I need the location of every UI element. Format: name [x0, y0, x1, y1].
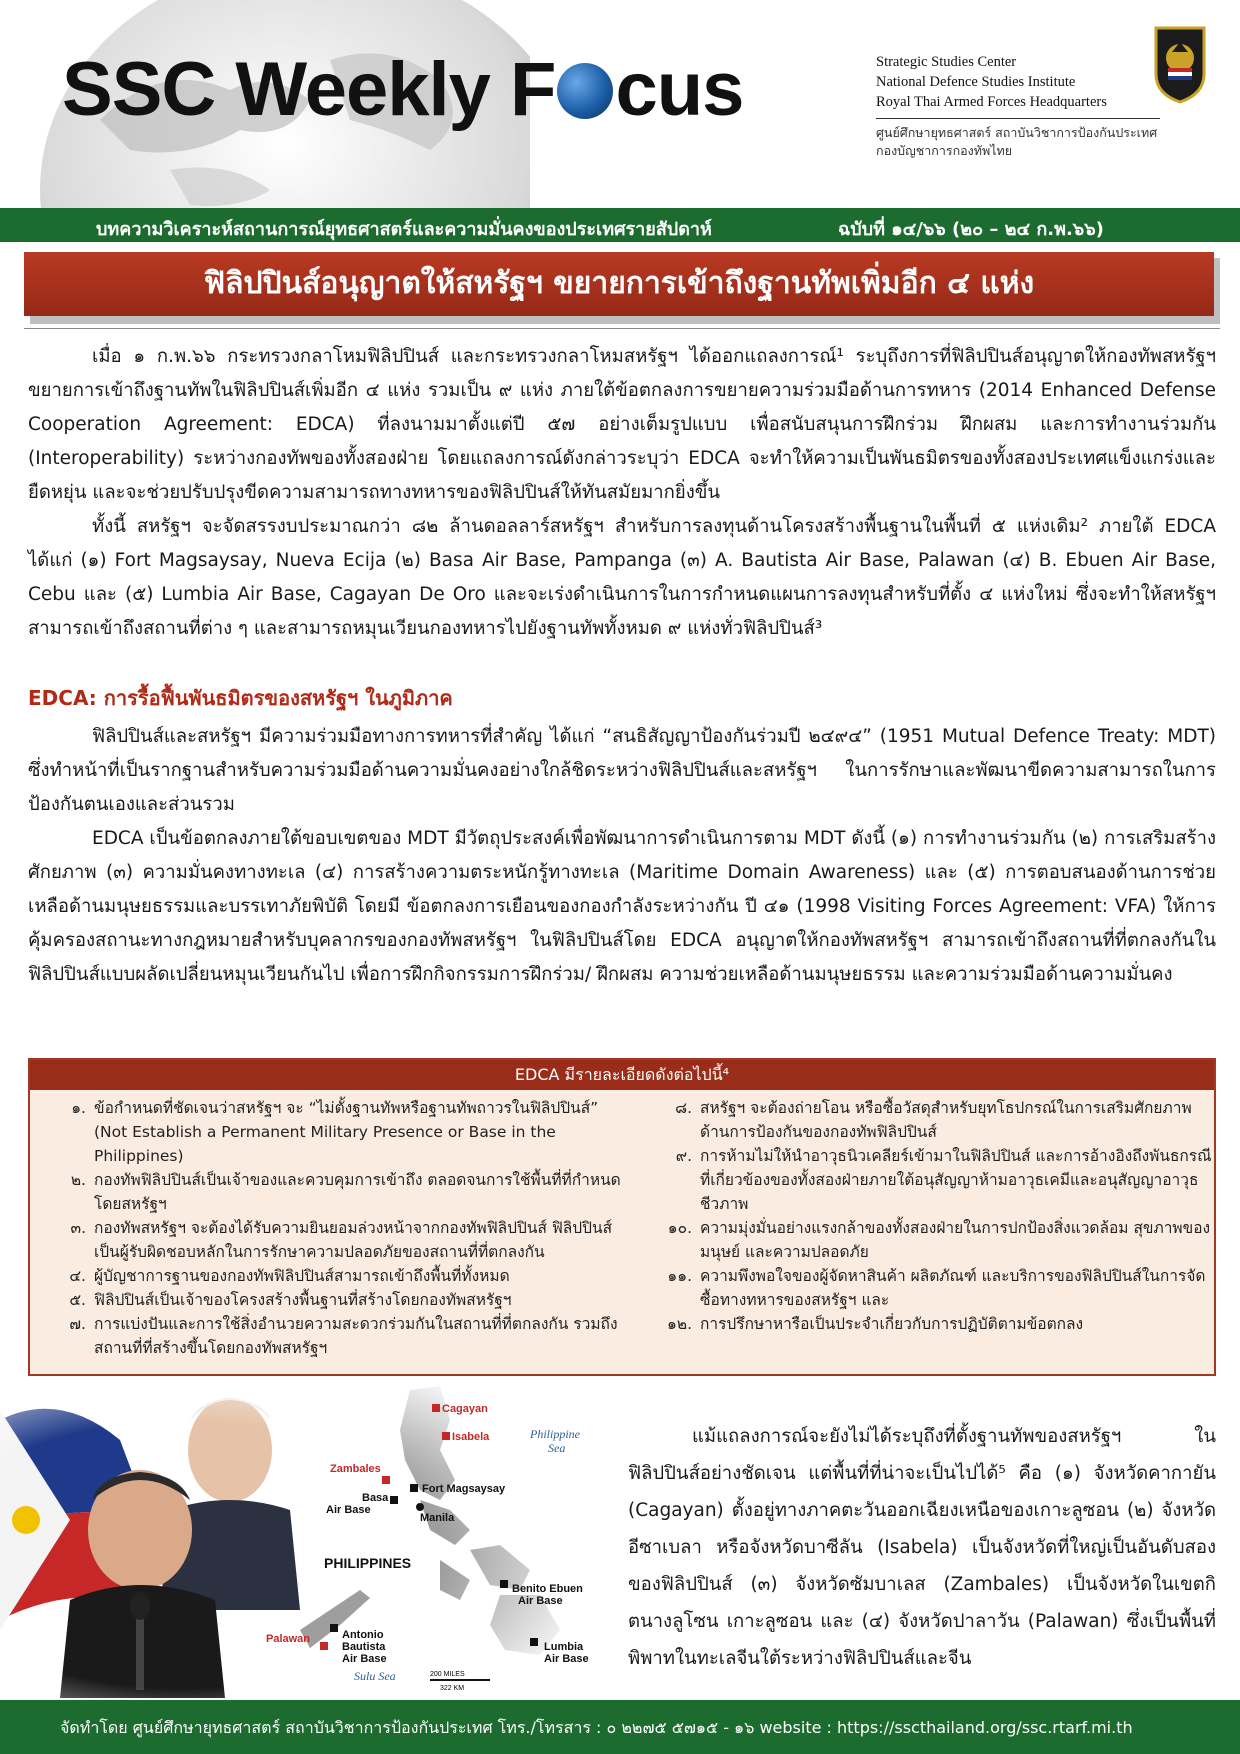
- map-label-philippine-sea-1: Philippine: [530, 1427, 580, 1441]
- org-line-2: National Defence Studies Institute: [876, 74, 1076, 90]
- list-number: ๙.: [675, 1147, 692, 1165]
- map-label-cagayan: Cagayan: [442, 1403, 488, 1415]
- map-label-palawan: Palawan: [266, 1633, 311, 1645]
- list-item: [30, 1312, 630, 1360]
- ebuen-marker: [500, 1580, 508, 1588]
- list-text: การปรึกษาหารือเป็นประจำเกี่ยวกับการปฏิบัติตามข้อตกลง: [700, 1315, 1084, 1333]
- map-label-isabela: Isabela: [452, 1431, 490, 1443]
- org-thai-line-1: ศูนย์ศึกษายุทธศาสตร์ สถาบันวิชาการป้องกันประเทศ: [876, 125, 1158, 140]
- paragraph-2: ทั้งนี้ สหรัฐฯ จะจัดสรรงบประมาณกว่า ๘๒ ล้านดอลลาร์สหรัฐฯ สำหรับการลงทุนด้านโครงสร้างพื้นฐานในพื้นที่ ๕ แห่งเดิม² ภายใต้ EDCA ได้แก่ (๑) Fort Magsaysay, Nueva Ecija (๒) Basa Air Base, Pampanga (๓) A. Bautista Air Base, Palawan (๔) B. Ebuen Air Base, Cebu และ (๕) Lumbia Air Base, Cagayan De Oro และจะเร่งดำเนินการในการกำหนดแผนการลงทุนสำหรับที่ตั้ง ๔ แห่งใหม่ ซึ่งจะทำให้สหรัฐฯ สามารถเข้าถึงสถานที่ต่าง ๆ และสามารถหมุนเวียนกองทหารไปยังฐานทัพทั้งหมด ๙ แห่งทั่วฟิลิปปินส์³: [28, 516, 1216, 639]
- org-line-3: Royal Thai Armed Forces Headquarters: [876, 94, 1107, 110]
- scale-km: 322 KM: [440, 1685, 465, 1692]
- map-label-lumbia-air-base: Air Base: [544, 1653, 589, 1665]
- list-text: การห้ามไม่ให้นำอาวุธนิวเคลียร์เข้ามาในฟิลิปปินส์ และการอ้างอิงถึงพันธกรณีที่เกี่ยวข้องของทั้งสองฝ่ายภายใต้อนุสัญญาห้ามอาวุธเคมีและอนุสัญญาอาวุธชีวภาพ: [700, 1147, 1212, 1213]
- list-item: [30, 1168, 630, 1216]
- palawan-marker: [320, 1642, 328, 1650]
- footer-contact: จัดทำโดย ศูนย์ศึกษายุทธศาสตร์ สถาบันวิชาการป้องกันประเทศ โทร./โทรสาร : ๐ ๒๒๗๕ ๕๗๑๕ - ๑๖ website : https://sscthailand.org/ssc.rtarf.mi.th: [60, 1718, 1133, 1737]
- edca-list-right: [636, 1096, 1212, 1336]
- band-description: บทความวิเคราะห์สถานการณ์ยุทธศาสตร์และความมั่นคงของประเทศรายสัปดาห์: [96, 219, 712, 240]
- list-number: ๑๑.: [667, 1267, 692, 1285]
- scale-miles: 200 MILES: [430, 1671, 465, 1678]
- fort-magsaysay-marker: [410, 1484, 418, 1492]
- list-text: การแบ่งปันและการใช้สิ่งอำนวยความสะดวกร่วมกันในสถานที่ที่ตกลงกัน รวมถึงสถานที่ที่สร้างขึ้นโดยกองทัพสหรัฐฯ: [94, 1315, 618, 1357]
- list-number: ๗.: [69, 1315, 86, 1333]
- list-number: ๒.: [70, 1171, 86, 1189]
- edca-list-left: [30, 1096, 630, 1360]
- list-item: [30, 1096, 630, 1168]
- list-item: [636, 1096, 1212, 1144]
- org-names-thai: [876, 124, 1157, 160]
- map-label-fort-magsaysay: Fort Magsaysay: [422, 1483, 506, 1495]
- list-item: [636, 1264, 1212, 1312]
- list-item: [636, 1312, 1212, 1336]
- globe-o-icon: [557, 63, 613, 119]
- lumbia-marker: [530, 1638, 538, 1646]
- org-line-1: Strategic Studies Center: [876, 54, 1017, 70]
- org-divider: [876, 118, 1160, 119]
- map-label-bautista-2: Bautista: [342, 1641, 386, 1653]
- org-thai-line-2: กองบัญชาการกองทัพไทย: [876, 143, 1013, 158]
- list-number: ๘.: [675, 1099, 692, 1117]
- headline: ฟิลิปปินส์อนุญาตให้สหรัฐฯ ขยายการเข้าถึงฐานทัพเพิ่มอีก ๔ แห่ง: [24, 252, 1214, 316]
- map-label-ebuen-air-base: Air Base: [518, 1595, 563, 1607]
- list-text: ข้อกำหนดที่ชัดเจนว่าสหรัฐฯ จะ “ไม่ตั้งฐานทัพหรือฐานทัพถาวรในฟิลิปปินส์” (Not Establish a Permanent Military Presence or Base in the Philippines): [94, 1099, 599, 1165]
- list-text: ผู้บัญชาการฐานของกองทัพฟิลิปปินส์สามารถเข้าถึงพื้นที่ทั้งหมด: [94, 1267, 510, 1285]
- map-label-air-base: Air Base: [326, 1504, 371, 1516]
- list-text: กองทัพสหรัฐฯ จะต้องได้รับความยินยอมล่วงหน้าจากกองทัพฟิลิปปินส์ ฟิลิปปินส์เป็นผู้รับผิดชอบหลักในการรักษาความปลอดภัยของสถานที่ที่ตกลงกัน: [94, 1219, 613, 1261]
- edca-details-title: EDCA มีรายละเอียดดังต่อไปนี้⁴: [30, 1060, 1214, 1090]
- list-item: [30, 1264, 630, 1288]
- org-names: [876, 52, 1107, 112]
- map-label-country: PHILIPPINES: [324, 1555, 412, 1571]
- list-number: ๔.: [69, 1267, 86, 1285]
- list-item: [636, 1144, 1212, 1216]
- map-label-lumbia: Lumbia: [544, 1641, 584, 1653]
- map-label-ebuen: Benito Ebuen: [512, 1583, 583, 1595]
- map-label-manila: Manila: [420, 1512, 455, 1524]
- list-number: ๓.: [70, 1219, 86, 1237]
- list-number: ๑๐.: [667, 1219, 692, 1237]
- isabela-marker: [442, 1432, 450, 1440]
- list-number: ๕.: [69, 1291, 86, 1309]
- list-number: ๑.: [71, 1099, 86, 1117]
- list-number: ๑๒.: [667, 1315, 692, 1333]
- map-label-bautista-1: Antonio: [342, 1629, 384, 1641]
- cagayan-marker: [432, 1404, 440, 1412]
- list-text: ความพึงพอใจของผู้จัดหาสินค้า ผลิตภัณฑ์ และบริการของฟิลิปปินส์ในการจัดซื้อทางทหารของสหรัฐฯ และ: [700, 1267, 1206, 1309]
- section-heading: EDCA: การรื้อฟื้นพันธมิตรของสหรัฐฯ ในภูมิภาค: [28, 686, 453, 710]
- paragraph-4: EDCA เป็นข้อตกลงภายใต้ขอบเขตของ MDT มีวัตถุประสงค์เพื่อพัฒนาการดำเนินการตาม MDT ดังนี้ (๑) การทำงานร่วมกัน (๒) การเสริมสร้างศักยภาพ (๓) ความมั่นคงทางทะเล (๔) การสร้างความตระหนักรู้ทางทะเล (Maritime Domain Awareness) และ (๕) การตอบสนองด้านการช่วยเหลือด้านมนุษยธรรมและบรรเทาภัยพิบัติ โดยมี ข้อตกลงการเยือนของกองกำลังระหว่างกัน ปี ๔๑ (1998 Visiting Forces Agreement: VFA) ให้การคุ้มครองสถานะทางกฎหมายสำหรับบุคลากรของกองทัพสหรัฐฯ ในฟิลิปปินส์โดย EDCA อนุญาตให้กองทัพสหรัฐฯ สามารถเข้าถึงสถานที่ที่ตกลงกันในฟิลิปปินส์แบบผลัดเปลี่ยนหมุนเวียนกันไป เพื่อการฝึกกิจกรรมการฝึกร่วม/ ฝึกผสม ความช่วยเหลือด้านมนุษยธรรม และความร่วมมือด้านความมั่นคง: [28, 828, 1216, 985]
- list-item: [30, 1288, 630, 1312]
- map-label-zambales: Zambales: [330, 1463, 381, 1475]
- paragraph-1: เมื่อ ๑ ก.พ.๖๖ กระทรวงกลาโหมฟิลิปปินส์ และกระทรวงกลาโหมสหรัฐฯ ได้ออกแถลงการณ์¹ ระบุถึงการที่ฟิลิปปินส์อนุญาตให้กองทัพสหรัฐฯ ขยายการเข้าถึงฐานทัพในฟิลิปปินส์เพิ่มอีก ๔ แห่ง รวมเป็น ๙ แห่ง ภายใต้ข้อตกลงการขยายความร่วมมือด้านการทหาร (2014 Enhanced Defense Cooperation Agreement: EDCA) ที่ลงนามมาตั้งแต่ปี ๕๗ อย่างเต็มรูปแบบ เพื่อสนับสนุนการฝึกร่วม ฝึกผสม และการทำงานร่วมกัน (Interoperability) ระหว่างกองทัพของทั้งสองฝ่าย โดยแถลงการณ์ดังกล่าวระบุว่า EDCA จะทำให้ความเป็นพันธมิตรของทั้งสองประเทศแข็งแกร่งและยืดหยุ่น และจะช่วยปรับปรุงขีดความสามารถทางทหารของฟิลิปปินส์ให้ทันสมัยมากยิ่งขึ้น: [28, 346, 1216, 503]
- list-text: ฟิลิปปินส์เป็นเจ้าของโครงสร้างพื้นฐานที่สร้างโดยกองทัพสหรัฐฯ: [94, 1291, 512, 1309]
- manila-marker: [416, 1503, 424, 1511]
- map-label-sulu-sea: Sulu Sea: [354, 1669, 396, 1683]
- list-text: ความมุ่งมั่นอย่างแรงกล้าของทั้งสองฝ่ายในการปกป้องสิ่งแวดล้อม สุขภาพของมนุษย์ และความปลอดภัย: [700, 1219, 1211, 1261]
- paragraph-3: ฟิลิปปินส์และสหรัฐฯ มีความร่วมมือทางการทหารที่สำคัญ ได้แก่ “สนธิสัญญาป้องกันร่วมปี ๒๔๙๔” (1951 Mutual Defence Treaty: MDT) ซึ่งทำหน้าที่เป็นรากฐานสำหรับความร่วมมือด้านความมั่นคงอย่างใกล้ชิดระหว่างฟิลิปปินส์และสหรัฐฯ ในการรักษาและพัฒนาขีดความสามารถในการป้องกันตนเองและส่วนรวม: [28, 726, 1216, 815]
- list-text: สหรัฐฯ จะต้องถ่ายโอน หรือซื้อวัสดุสำหรับยุทโธปกรณ์ในการเสริมศักยภาพด้านการป้องกันของกองทัพฟิลิปปินส์: [700, 1099, 1192, 1141]
- list-text: กองทัพฟิลิปปินส์เป็นเจ้าของและควบคุมการเข้าถึง ตลอดจนการใช้พื้นที่ที่กำหนดโดยสหรัฐฯ: [94, 1171, 621, 1213]
- armed-forces-emblem-icon: [1152, 24, 1208, 104]
- list-item: [30, 1216, 630, 1264]
- basa-marker: [390, 1496, 398, 1504]
- headline-rule: [24, 328, 1220, 329]
- list-item: [636, 1216, 1212, 1264]
- philippines-map-illustration: [0, 1380, 616, 1698]
- map-label-philippine-sea-2: Sea: [548, 1441, 566, 1455]
- masthead-title: SSC Weekly F cus: [62, 47, 744, 132]
- zambales-marker: [382, 1476, 390, 1484]
- issue-number: ฉบับที่ ๑๔/๖๖ (๒๐ – ๒๔ ก.พ.๖๖): [838, 219, 1104, 240]
- paragraph-5: แม้แถลงการณ์จะยังไม่ได้ระบุถึงที่ตั้งฐานทัพของสหรัฐฯ ในฟิลิปปินส์อย่างชัดเจน แต่พื้นที่ที่น่าจะเป็นไปได้⁵ คือ (๑) จังหวัดคากายัน (Cagayan) ตั้งอยู่ทางภาคตะวันออกเฉียงเหนือของเกาะลูซอน (๒) จังหวัดอีซาเบลา หรือจังหวัดบาซีลัน (Isabela) เป็นจังหวัดที่ใหญ่เป็นอันดับสองของฟิลิปปินส์ (๓) จังหวัดซัมบาเลส (Zambales) เป็นจังหวัดในเขตกิตนางลูโซน เกาะลูซอน และ (๔) จังหวัดปาลาวัน (Palawan) ซึ่งเป็นพื้นที่พิพาทในทะเลจีนใต้ระหว่างฟิลิปปินส์และจีน: [628, 1426, 1216, 1669]
- map-label-bautista-3: Air Base: [342, 1653, 387, 1665]
- map-label-basa: Basa: [362, 1492, 389, 1504]
- bautista-marker: [330, 1624, 338, 1632]
